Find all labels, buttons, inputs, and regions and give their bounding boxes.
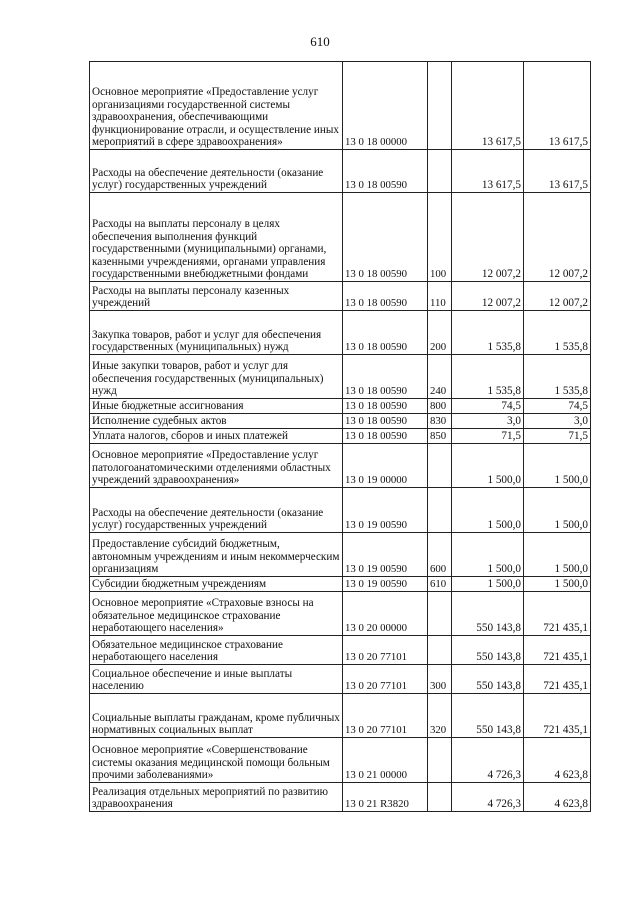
row-expense-type (428, 150, 452, 193)
row-sum-b: 13 617,5 (524, 62, 591, 150)
row-code: 13 0 18 00590 (343, 414, 428, 429)
row-sum-b: 1 500,0 (524, 488, 591, 533)
row-sum-b: 3,0 (524, 414, 591, 429)
row-sum-a: 1 535,8 (452, 355, 524, 399)
row-expense-type: 300 (428, 665, 452, 694)
budget-table (89, 61, 591, 812)
table-row (90, 399, 591, 414)
row-sum-a: 1 500,0 (452, 577, 524, 592)
row-sum-b: 71,5 (524, 429, 591, 444)
row-name: Расходы на выплаты персоналу казенных учреждений (90, 282, 343, 311)
table-row (90, 592, 591, 636)
row-code: 13 0 18 00590 (343, 150, 428, 193)
row-code: 13 0 19 00590 (343, 533, 428, 577)
row-name: Расходы на обеспечение деятельности (оказание услуг) государственных учреждений (90, 488, 343, 533)
row-code: 13 0 20 77101 (343, 694, 428, 738)
row-expense-type: 110 (428, 282, 452, 311)
row-sum-a: 4 726,3 (452, 738, 524, 783)
row-sum-a: 12 007,2 (452, 282, 524, 311)
row-sum-b: 74,5 (524, 399, 591, 414)
table-row (90, 150, 591, 193)
table-row (90, 636, 591, 665)
row-expense-type (428, 592, 452, 636)
table-row (90, 577, 591, 592)
row-name: Обязательное медицинское страхование неработающего населения (90, 636, 343, 665)
table-row (90, 429, 591, 444)
row-code: 13 0 19 00000 (343, 444, 428, 488)
row-sum-a: 4 726,3 (452, 783, 524, 812)
row-sum-a: 550 143,8 (452, 665, 524, 694)
row-expense-type (428, 488, 452, 533)
row-code: 13 0 18 00590 (343, 399, 428, 414)
row-sum-b: 1 500,0 (524, 577, 591, 592)
table-row (90, 193, 591, 282)
row-expense-type (428, 738, 452, 783)
table-row (90, 665, 591, 694)
row-code: 13 0 19 00590 (343, 488, 428, 533)
row-name: Иные бюджетные ассигнования (90, 399, 343, 414)
row-sum-b: 1 535,8 (524, 355, 591, 399)
row-sum-a: 1 500,0 (452, 488, 524, 533)
row-name: Уплата налогов, сборов и иных платежей (90, 429, 343, 444)
row-code: 13 0 20 00000 (343, 592, 428, 636)
row-sum-b: 4 623,8 (524, 738, 591, 783)
row-code: 13 0 18 00590 (343, 193, 428, 282)
row-name: Расходы на выплаты персоналу в целях обеспечения выполнения функций государственными (муниципальными) органами, казенными учреждениями, органами управления государственными внебюджетными фондами (90, 193, 343, 282)
row-expense-type: 100 (428, 193, 452, 282)
table-row (90, 694, 591, 738)
table-row (90, 355, 591, 399)
row-name: Основное мероприятие «Совершенствование системы оказания медицинской помощи больным прочими заболеваниями» (90, 738, 343, 783)
table-row (90, 738, 591, 783)
table-row (90, 444, 591, 488)
row-expense-type: 610 (428, 577, 452, 592)
row-expense-type (428, 62, 452, 150)
row-sum-a: 550 143,8 (452, 636, 524, 665)
row-name: Социальное обеспечение и иные выплаты населению (90, 665, 343, 694)
row-code: 13 0 18 00000 (343, 62, 428, 150)
row-code: 13 0 18 00590 (343, 429, 428, 444)
row-sum-b: 1 500,0 (524, 444, 591, 488)
row-sum-b: 721 435,1 (524, 694, 591, 738)
row-sum-a: 1 535,8 (452, 311, 524, 355)
row-name: Предоставление субсидий бюджетным, автономным учреждениям и иным некоммерческим организациям (90, 533, 343, 577)
table-row (90, 533, 591, 577)
row-name: Иные закупки товаров, работ и услуг для обеспечения государственных (муниципальных) нужд (90, 355, 343, 399)
row-sum-b: 1 500,0 (524, 533, 591, 577)
row-expense-type: 320 (428, 694, 452, 738)
row-expense-type: 240 (428, 355, 452, 399)
row-expense-type: 850 (428, 429, 452, 444)
table-row (90, 62, 591, 150)
table-row (90, 311, 591, 355)
row-name: Расходы на обеспечение деятельности (оказание услуг) государственных учреждений (90, 150, 343, 193)
row-sum-a: 550 143,8 (452, 592, 524, 636)
table-row (90, 414, 591, 429)
table-row (90, 282, 591, 311)
row-sum-a: 1 500,0 (452, 533, 524, 577)
row-sum-b: 721 435,1 (524, 636, 591, 665)
row-sum-a: 13 617,5 (452, 62, 524, 150)
row-sum-b: 13 617,5 (524, 150, 591, 193)
row-sum-b: 1 535,8 (524, 311, 591, 355)
row-name: Социальные выплаты гражданам, кроме публичных нормативных социальных выплат (90, 694, 343, 738)
row-name: Основное мероприятие «Предоставление услуг патологоанатомическими отделениями областных учреждений здравоохранения» (90, 444, 343, 488)
table-row (90, 783, 591, 812)
row-sum-b: 12 007,2 (524, 282, 591, 311)
row-sum-b: 4 623,8 (524, 783, 591, 812)
row-name: Закупка товаров, работ и услуг для обеспечения государственных (муниципальных) нужд (90, 311, 343, 355)
row-expense-type (428, 783, 452, 812)
row-sum-a: 3,0 (452, 414, 524, 429)
row-sum-b: 721 435,1 (524, 592, 591, 636)
row-name: Субсидии бюджетным учреждениям (90, 577, 343, 592)
row-sum-a: 13 617,5 (452, 150, 524, 193)
row-expense-type: 830 (428, 414, 452, 429)
row-expense-type (428, 444, 452, 488)
row-name: Основное мероприятие «Страховые взносы на обязательное медицинское страхование неработающего населения» (90, 592, 343, 636)
row-expense-type: 800 (428, 399, 452, 414)
row-code: 13 0 18 00590 (343, 282, 428, 311)
row-sum-b: 12 007,2 (524, 193, 591, 282)
row-sum-a: 12 007,2 (452, 193, 524, 282)
row-code: 13 0 20 77101 (343, 636, 428, 665)
table-row (90, 488, 591, 533)
row-expense-type: 200 (428, 311, 452, 355)
page-number: 610 (310, 34, 330, 49)
row-sum-a: 550 143,8 (452, 694, 524, 738)
row-code: 13 0 18 00590 (343, 355, 428, 399)
row-code: 13 0 21 00000 (343, 738, 428, 783)
row-sum-a: 1 500,0 (452, 444, 524, 488)
row-code: 13 0 19 00590 (343, 577, 428, 592)
row-sum-a: 74,5 (452, 399, 524, 414)
row-sum-b: 721 435,1 (524, 665, 591, 694)
row-name: Основное мероприятие «Предоставление услуг организациями государственной системы здравоохранения, обеспечивающими функционирование отрасли, и осуществление иных мероприятий в сфере здравоохранения» (90, 62, 343, 150)
row-sum-a: 71,5 (452, 429, 524, 444)
row-expense-type: 600 (428, 533, 452, 577)
row-name: Исполнение судебных актов (90, 414, 343, 429)
row-name: Реализация отдельных мероприятий по развитию здравоохранения (90, 783, 343, 812)
row-expense-type (428, 636, 452, 665)
row-code: 13 0 20 77101 (343, 665, 428, 694)
row-code: 13 0 18 00590 (343, 311, 428, 355)
row-code: 13 0 21 R3820 (343, 783, 428, 812)
